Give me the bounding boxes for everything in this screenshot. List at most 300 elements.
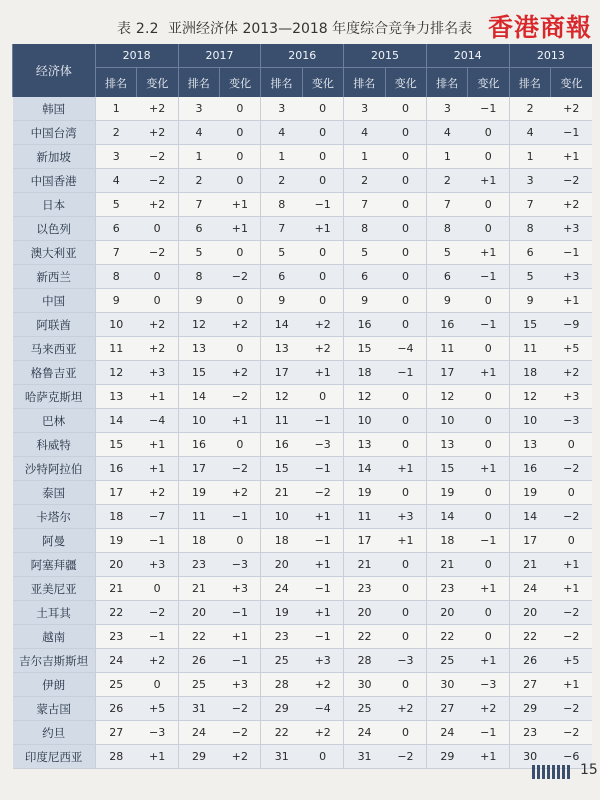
rank-cell: 3 bbox=[261, 97, 302, 121]
rank-cell: 3 bbox=[509, 169, 550, 193]
change-cell: −1 bbox=[302, 457, 343, 481]
change-cell: 0 bbox=[137, 217, 178, 241]
rank-cell: 24 bbox=[178, 721, 219, 745]
rank-subheader: 排名 bbox=[509, 68, 550, 98]
change-cell: +1 bbox=[468, 361, 509, 385]
rank-cell: 29 bbox=[509, 697, 550, 721]
change-cell: +3 bbox=[551, 385, 592, 409]
table-row bbox=[13, 457, 593, 481]
change-subheader: 变化 bbox=[385, 68, 426, 98]
change-cell: +1 bbox=[302, 505, 343, 529]
change-cell: 0 bbox=[468, 409, 509, 433]
change-cell: 0 bbox=[302, 289, 343, 313]
table-row bbox=[13, 409, 593, 433]
change-cell: +1 bbox=[551, 553, 592, 577]
rank-cell: 15 bbox=[178, 361, 219, 385]
rank-cell: 9 bbox=[344, 289, 385, 313]
rank-cell: 14 bbox=[509, 505, 550, 529]
change-cell: +2 bbox=[137, 481, 178, 505]
table-header bbox=[13, 44, 593, 97]
change-cell: +1 bbox=[302, 217, 343, 241]
rank-cell: 26 bbox=[95, 697, 136, 721]
change-cell: 0 bbox=[385, 577, 426, 601]
change-cell: 0 bbox=[468, 289, 509, 313]
rank-cell: 20 bbox=[509, 601, 550, 625]
rank-cell: 9 bbox=[509, 289, 550, 313]
rank-cell: 22 bbox=[509, 625, 550, 649]
economy-name: 印度尼西亚 bbox=[13, 745, 96, 769]
change-cell: +1 bbox=[137, 745, 178, 769]
change-cell: 0 bbox=[219, 433, 260, 457]
change-cell: +1 bbox=[137, 457, 178, 481]
change-cell: +5 bbox=[551, 337, 592, 361]
rank-cell: 14 bbox=[344, 457, 385, 481]
change-cell: −2 bbox=[551, 601, 592, 625]
rank-cell: 4 bbox=[95, 169, 136, 193]
rank-cell: 28 bbox=[95, 745, 136, 769]
rank-cell: 8 bbox=[95, 265, 136, 289]
rank-cell: 17 bbox=[509, 529, 550, 553]
change-cell: −3 bbox=[468, 673, 509, 697]
change-cell: −1 bbox=[468, 529, 509, 553]
rank-cell: 9 bbox=[95, 289, 136, 313]
rank-cell: 10 bbox=[95, 313, 136, 337]
economy-name: 阿塞拜疆 bbox=[13, 553, 96, 577]
change-cell: −3 bbox=[385, 649, 426, 673]
change-cell: 0 bbox=[468, 337, 509, 361]
rank-cell: 5 bbox=[426, 241, 467, 265]
rank-cell: 16 bbox=[95, 457, 136, 481]
change-cell: −3 bbox=[137, 721, 178, 745]
change-cell: 0 bbox=[302, 241, 343, 265]
table-row bbox=[13, 265, 593, 289]
change-cell: 0 bbox=[219, 97, 260, 121]
rank-cell: 8 bbox=[344, 217, 385, 241]
rank-cell: 1 bbox=[95, 97, 136, 121]
rank-cell: 1 bbox=[426, 145, 467, 169]
change-cell: −2 bbox=[551, 169, 592, 193]
change-cell: −3 bbox=[551, 409, 592, 433]
rank-cell: 27 bbox=[509, 673, 550, 697]
change-cell: 0 bbox=[385, 673, 426, 697]
economy-name: 中国台湾 bbox=[13, 121, 96, 145]
rank-cell: 12 bbox=[426, 385, 467, 409]
economy-name: 以色列 bbox=[13, 217, 96, 241]
change-cell: +1 bbox=[137, 385, 178, 409]
change-cell: −1 bbox=[551, 121, 592, 145]
rank-cell: 15 bbox=[261, 457, 302, 481]
rank-cell: 30 bbox=[509, 745, 550, 769]
rank-cell: 3 bbox=[178, 97, 219, 121]
change-cell: +1 bbox=[468, 169, 509, 193]
rank-cell: 3 bbox=[344, 97, 385, 121]
rank-cell: 11 bbox=[426, 337, 467, 361]
economy-name: 中国 bbox=[13, 289, 96, 313]
change-cell: −1 bbox=[137, 625, 178, 649]
change-cell: +1 bbox=[468, 457, 509, 481]
rank-cell: 2 bbox=[261, 169, 302, 193]
change-cell: +1 bbox=[551, 289, 592, 313]
economy-name: 越南 bbox=[13, 625, 96, 649]
rank-cell: 16 bbox=[426, 313, 467, 337]
change-cell: 0 bbox=[385, 265, 426, 289]
change-cell: −3 bbox=[219, 553, 260, 577]
change-cell: +2 bbox=[302, 673, 343, 697]
rank-cell: 28 bbox=[261, 673, 302, 697]
change-cell: 0 bbox=[385, 625, 426, 649]
change-cell: +3 bbox=[302, 649, 343, 673]
change-cell: +1 bbox=[385, 529, 426, 553]
table-row bbox=[13, 169, 593, 193]
table-row bbox=[13, 697, 593, 721]
change-cell: +1 bbox=[219, 193, 260, 217]
economy-name: 吉尔吉斯斯坦 bbox=[13, 649, 96, 673]
change-cell: −2 bbox=[302, 481, 343, 505]
change-cell: −1 bbox=[219, 649, 260, 673]
rank-cell: 11 bbox=[344, 505, 385, 529]
change-cell: 0 bbox=[385, 193, 426, 217]
change-cell: −1 bbox=[137, 529, 178, 553]
rank-cell: 6 bbox=[426, 265, 467, 289]
economy-name: 伊朗 bbox=[13, 673, 96, 697]
table-row bbox=[13, 577, 593, 601]
change-cell: 0 bbox=[468, 481, 509, 505]
rank-cell: 25 bbox=[344, 697, 385, 721]
rank-cell: 15 bbox=[426, 457, 467, 481]
rank-cell: 2 bbox=[178, 169, 219, 193]
rank-cell: 6 bbox=[509, 241, 550, 265]
change-cell: 0 bbox=[385, 601, 426, 625]
rank-cell: 12 bbox=[344, 385, 385, 409]
change-cell: +2 bbox=[137, 337, 178, 361]
rank-cell: 2 bbox=[509, 97, 550, 121]
change-cell: 0 bbox=[302, 265, 343, 289]
change-cell: −1 bbox=[302, 193, 343, 217]
rank-cell: 5 bbox=[178, 241, 219, 265]
year-header: 2013 bbox=[509, 44, 592, 68]
rank-cell: 6 bbox=[261, 265, 302, 289]
change-cell: +3 bbox=[137, 553, 178, 577]
rank-cell: 16 bbox=[178, 433, 219, 457]
change-cell: +2 bbox=[219, 481, 260, 505]
rank-cell: 21 bbox=[426, 553, 467, 577]
rank-cell: 18 bbox=[344, 361, 385, 385]
rank-cell: 15 bbox=[344, 337, 385, 361]
rank-cell: 2 bbox=[344, 169, 385, 193]
economy-column-header: 经济体 bbox=[13, 44, 96, 97]
change-cell: 0 bbox=[137, 577, 178, 601]
rank-cell: 29 bbox=[178, 745, 219, 769]
change-cell: +2 bbox=[137, 121, 178, 145]
change-cell: +1 bbox=[137, 433, 178, 457]
table-row bbox=[13, 745, 593, 769]
rank-cell: 4 bbox=[426, 121, 467, 145]
change-cell: 0 bbox=[468, 601, 509, 625]
change-cell: +1 bbox=[468, 649, 509, 673]
rank-cell: 12 bbox=[178, 313, 219, 337]
rank-cell: 26 bbox=[509, 649, 550, 673]
change-cell: +2 bbox=[137, 97, 178, 121]
change-cell: +2 bbox=[302, 337, 343, 361]
change-cell: 0 bbox=[137, 289, 178, 313]
change-cell: −4 bbox=[137, 409, 178, 433]
change-cell: −2 bbox=[219, 265, 260, 289]
change-cell: 0 bbox=[468, 433, 509, 457]
change-cell: −2 bbox=[137, 601, 178, 625]
change-cell: +3 bbox=[385, 505, 426, 529]
table-row bbox=[13, 649, 593, 673]
rank-subheader: 排名 bbox=[261, 68, 302, 98]
rank-cell: 16 bbox=[509, 457, 550, 481]
change-subheader: 变化 bbox=[137, 68, 178, 98]
economy-name: 土耳其 bbox=[13, 601, 96, 625]
change-cell: −1 bbox=[302, 409, 343, 433]
economy-name: 中国香港 bbox=[13, 169, 96, 193]
change-cell: −4 bbox=[385, 337, 426, 361]
economy-name: 韩国 bbox=[13, 97, 96, 121]
change-cell: 0 bbox=[385, 385, 426, 409]
rank-cell: 25 bbox=[261, 649, 302, 673]
rank-cell: 31 bbox=[344, 745, 385, 769]
rank-cell: 10 bbox=[426, 409, 467, 433]
change-cell: 0 bbox=[137, 673, 178, 697]
table-row bbox=[13, 289, 593, 313]
rank-cell: 7 bbox=[178, 193, 219, 217]
rank-cell: 8 bbox=[426, 217, 467, 241]
rank-cell: 23 bbox=[178, 553, 219, 577]
change-cell: +3 bbox=[219, 673, 260, 697]
rank-cell: 23 bbox=[261, 625, 302, 649]
rank-cell: 8 bbox=[178, 265, 219, 289]
economy-name: 马来西亚 bbox=[13, 337, 96, 361]
change-cell: 0 bbox=[302, 385, 343, 409]
rank-cell: 23 bbox=[95, 625, 136, 649]
change-cell: +1 bbox=[468, 241, 509, 265]
rank-cell: 11 bbox=[261, 409, 302, 433]
rank-cell: 14 bbox=[426, 505, 467, 529]
page-number: 15 bbox=[580, 762, 598, 778]
rank-cell: 11 bbox=[95, 337, 136, 361]
rank-cell: 18 bbox=[95, 505, 136, 529]
rank-cell: 24 bbox=[509, 577, 550, 601]
economy-name: 泰国 bbox=[13, 481, 96, 505]
rank-cell: 10 bbox=[261, 505, 302, 529]
economy-name: 日本 bbox=[13, 193, 96, 217]
rank-cell: 29 bbox=[426, 745, 467, 769]
rank-cell: 3 bbox=[426, 97, 467, 121]
rank-cell: 27 bbox=[426, 697, 467, 721]
rank-cell: 21 bbox=[178, 577, 219, 601]
change-subheader: 变化 bbox=[302, 68, 343, 98]
rank-cell: 14 bbox=[95, 409, 136, 433]
rank-cell: 2 bbox=[426, 169, 467, 193]
rank-cell: 18 bbox=[426, 529, 467, 553]
year-header: 2017 bbox=[178, 44, 261, 68]
rank-cell: 5 bbox=[344, 241, 385, 265]
table-row bbox=[13, 121, 593, 145]
change-cell: 0 bbox=[302, 121, 343, 145]
rank-cell: 19 bbox=[261, 601, 302, 625]
economy-name: 澳大利亚 bbox=[13, 241, 96, 265]
rank-cell: 16 bbox=[261, 433, 302, 457]
economy-name: 科威特 bbox=[13, 433, 96, 457]
change-cell: 0 bbox=[219, 241, 260, 265]
change-cell: +2 bbox=[219, 745, 260, 769]
rank-cell: 20 bbox=[261, 553, 302, 577]
change-cell: 0 bbox=[219, 337, 260, 361]
change-cell: 0 bbox=[385, 553, 426, 577]
rank-cell: 21 bbox=[95, 577, 136, 601]
change-cell: +2 bbox=[302, 313, 343, 337]
rank-cell: 7 bbox=[95, 241, 136, 265]
rank-cell: 3 bbox=[95, 145, 136, 169]
change-cell: +2 bbox=[468, 697, 509, 721]
change-cell: +2 bbox=[137, 193, 178, 217]
rank-cell: 23 bbox=[426, 577, 467, 601]
change-cell: −1 bbox=[468, 97, 509, 121]
change-cell: −1 bbox=[302, 577, 343, 601]
rank-cell: 12 bbox=[509, 385, 550, 409]
table-row bbox=[13, 385, 593, 409]
change-cell: 0 bbox=[302, 97, 343, 121]
rank-cell: 24 bbox=[426, 721, 467, 745]
change-cell: 0 bbox=[385, 169, 426, 193]
rank-cell: 21 bbox=[509, 553, 550, 577]
rank-cell: 7 bbox=[426, 193, 467, 217]
change-cell: 0 bbox=[219, 145, 260, 169]
economy-name: 约旦 bbox=[13, 721, 96, 745]
rank-cell: 26 bbox=[178, 649, 219, 673]
change-cell: 0 bbox=[385, 241, 426, 265]
change-cell: 0 bbox=[468, 553, 509, 577]
table-row bbox=[13, 673, 593, 697]
rank-cell: 19 bbox=[178, 481, 219, 505]
change-cell: +1 bbox=[551, 577, 592, 601]
rank-cell: 20 bbox=[178, 601, 219, 625]
change-subheader: 变化 bbox=[551, 68, 592, 98]
change-cell: 0 bbox=[302, 169, 343, 193]
rank-cell: 19 bbox=[95, 529, 136, 553]
rank-cell: 4 bbox=[509, 121, 550, 145]
table-row bbox=[13, 313, 593, 337]
rank-cell: 31 bbox=[261, 745, 302, 769]
rank-cell: 6 bbox=[344, 265, 385, 289]
change-cell: 0 bbox=[385, 121, 426, 145]
change-cell: +1 bbox=[219, 409, 260, 433]
change-cell: 0 bbox=[137, 265, 178, 289]
table-row bbox=[13, 505, 593, 529]
rank-cell: 1 bbox=[261, 145, 302, 169]
economy-name: 新西兰 bbox=[13, 265, 96, 289]
change-cell: +2 bbox=[137, 313, 178, 337]
rank-cell: 5 bbox=[509, 265, 550, 289]
table-row bbox=[13, 361, 593, 385]
change-cell: −2 bbox=[551, 457, 592, 481]
change-cell: +2 bbox=[137, 649, 178, 673]
rank-cell: 15 bbox=[509, 313, 550, 337]
change-cell: +1 bbox=[219, 625, 260, 649]
change-cell: +1 bbox=[468, 577, 509, 601]
rank-cell: 18 bbox=[261, 529, 302, 553]
change-cell: 0 bbox=[468, 145, 509, 169]
change-cell: +1 bbox=[385, 457, 426, 481]
change-cell: +5 bbox=[137, 697, 178, 721]
table-title: 亚洲经济体 2013—2018 年度综合竞争力排名表 bbox=[168, 21, 473, 37]
rank-cell: 9 bbox=[178, 289, 219, 313]
rank-cell: 1 bbox=[344, 145, 385, 169]
change-cell: +2 bbox=[551, 193, 592, 217]
rank-cell: 24 bbox=[261, 577, 302, 601]
change-cell: +2 bbox=[302, 721, 343, 745]
change-cell: −2 bbox=[137, 145, 178, 169]
change-cell: −1 bbox=[219, 505, 260, 529]
rank-cell: 2 bbox=[95, 121, 136, 145]
change-cell: 0 bbox=[468, 505, 509, 529]
rank-cell: 9 bbox=[261, 289, 302, 313]
rank-cell: 21 bbox=[344, 553, 385, 577]
newspaper-logo-watermark: 香港商報 bbox=[487, 13, 592, 42]
change-cell: −2 bbox=[551, 505, 592, 529]
table-row bbox=[13, 481, 593, 505]
rank-cell: 4 bbox=[178, 121, 219, 145]
rank-cell: 23 bbox=[344, 577, 385, 601]
rank-subheader: 排名 bbox=[426, 68, 467, 98]
change-cell: 0 bbox=[302, 745, 343, 769]
change-cell: +1 bbox=[551, 145, 592, 169]
economy-name: 蒙古国 bbox=[13, 697, 96, 721]
rank-cell: 12 bbox=[95, 361, 136, 385]
rank-cell: 1 bbox=[509, 145, 550, 169]
rank-cell: 10 bbox=[509, 409, 550, 433]
change-cell: −3 bbox=[302, 433, 343, 457]
rank-cell: 13 bbox=[261, 337, 302, 361]
change-cell: −2 bbox=[219, 697, 260, 721]
rank-cell: 6 bbox=[95, 217, 136, 241]
change-cell: +1 bbox=[302, 361, 343, 385]
change-cell: −2 bbox=[219, 457, 260, 481]
rank-cell: 13 bbox=[509, 433, 550, 457]
rank-cell: 4 bbox=[344, 121, 385, 145]
year-header: 2014 bbox=[426, 44, 509, 68]
change-cell: 0 bbox=[468, 625, 509, 649]
table-number: 表 2.2 bbox=[117, 21, 159, 37]
table-row bbox=[13, 625, 593, 649]
rank-cell: 29 bbox=[261, 697, 302, 721]
year-header: 2016 bbox=[261, 44, 344, 68]
economy-name: 格鲁吉亚 bbox=[13, 361, 96, 385]
economy-name: 新加坡 bbox=[13, 145, 96, 169]
rank-cell: 23 bbox=[509, 721, 550, 745]
table-row bbox=[13, 433, 593, 457]
change-cell: 0 bbox=[468, 217, 509, 241]
change-cell: −2 bbox=[551, 697, 592, 721]
rank-cell: 5 bbox=[95, 193, 136, 217]
table-row bbox=[13, 145, 593, 169]
change-cell: −2 bbox=[219, 721, 260, 745]
rank-cell: 21 bbox=[261, 481, 302, 505]
change-cell: 0 bbox=[219, 121, 260, 145]
change-cell: +1 bbox=[302, 601, 343, 625]
change-cell: −6 bbox=[551, 745, 592, 769]
change-cell: −2 bbox=[385, 745, 426, 769]
change-cell: 0 bbox=[385, 721, 426, 745]
rank-cell: 19 bbox=[344, 481, 385, 505]
rank-cell: 31 bbox=[178, 697, 219, 721]
rank-cell: 14 bbox=[261, 313, 302, 337]
rank-cell: 18 bbox=[509, 361, 550, 385]
economy-name: 阿曼 bbox=[13, 529, 96, 553]
change-cell: −1 bbox=[468, 721, 509, 745]
